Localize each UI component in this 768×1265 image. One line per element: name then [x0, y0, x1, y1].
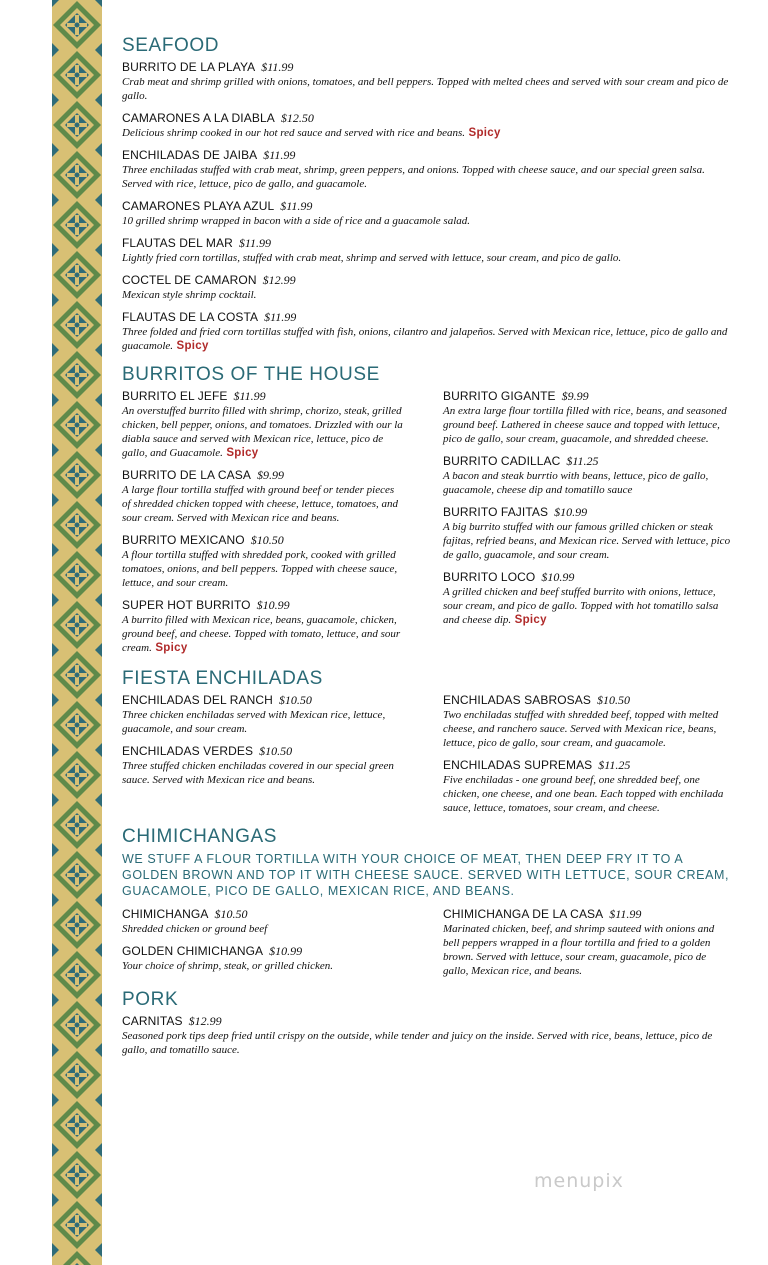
- menu-item-header: [443, 907, 732, 922]
- section-title: FIESTA ENCHILADAS: [122, 668, 323, 689]
- menu-item-name: COCTEL DE CAMARON: [122, 273, 257, 287]
- menu-item-price: $11.99: [609, 907, 642, 921]
- menu-item-name: ENCHILADAS DE JAIBA: [122, 148, 258, 162]
- menu-item-description-text: Three enchiladas stuffed with crab meat, shrimp, green peppers, and onions. Topped with cheese sauce, and our special green salsa. Served with rice, lettuce, pico de gallo, and guacamole.: [122, 164, 705, 190]
- menu-item-description-text: Lightly fried corn tortillas, stuffed with crab meat, shrimp and served with lettuce, sour cream, and pico de gallo.: [122, 252, 622, 264]
- menu-item: [122, 60, 732, 103]
- menu-item-price: $12.50: [280, 111, 314, 125]
- menu-item: [122, 389, 403, 460]
- section-title: PORK: [122, 989, 179, 1010]
- menu-item-description: [122, 708, 403, 736]
- menu-item-description: [122, 404, 403, 460]
- menu-item: [443, 758, 732, 815]
- menu-item-description: [122, 922, 403, 936]
- menu-item-price: $12.99: [262, 273, 296, 287]
- menu-item: [443, 454, 732, 497]
- spicy-label: Spicy: [511, 614, 547, 626]
- menu-item-description: [122, 288, 732, 302]
- decorative-tile-border: [52, 0, 102, 1265]
- menu-item-name: BURRITO GIGANTE: [443, 389, 556, 403]
- menu-item-price: $11.99: [233, 389, 266, 403]
- menu-item-name: CHIMICHANGA DE LA CASA: [443, 907, 604, 921]
- menu-item: [122, 907, 403, 936]
- menu-item-name: GOLDEN CHIMICHANGA: [122, 944, 264, 958]
- menu-item: [122, 148, 732, 191]
- menu-item-name: CARNITAS: [122, 1014, 183, 1028]
- menu-item-description: [122, 959, 403, 973]
- menu-item-header: [443, 570, 732, 585]
- menu-item-name: SUPER HOT BURRITO: [122, 598, 251, 612]
- menu-item: [443, 907, 732, 978]
- menu-item-price: $9.99: [561, 389, 589, 403]
- menu-item: [443, 505, 732, 562]
- menu-item-header: [443, 758, 732, 773]
- menu-item: [443, 389, 732, 446]
- menu-item-description-text: Mexican style shrimp cocktail.: [122, 289, 257, 301]
- menu-item-description: [122, 1029, 732, 1057]
- menu-item-description: [443, 773, 732, 815]
- section-chimichangas: [122, 825, 732, 986]
- menu-item-header: [122, 236, 732, 251]
- spicy-label: Spicy: [464, 127, 501, 139]
- tile-pattern-graphic: [52, 0, 102, 1265]
- menu-item-price: $10.99: [554, 505, 588, 519]
- menu-item-description: [443, 469, 732, 497]
- menu-item-description: [122, 251, 732, 265]
- menu-item: [122, 744, 403, 787]
- menu-item-description-text: A flour tortilla stuffed with shredded pork, cooked with grilled tomatoes, onions, and bell peppers. Topped with cheese sauce, lettuce, and sour cream.: [122, 549, 398, 589]
- menu-item-description-text: Three folded and fried corn tortillas stuffed with fish, onions, cilantro and jalapeños. Served with Mexican rice, lettuce, pico de gallo and guacamole.: [122, 326, 728, 352]
- section-title: BURRITOS OF THE HOUSE: [122, 364, 380, 385]
- menu-item-header: [122, 60, 732, 75]
- menu-item-header: [443, 693, 732, 708]
- menu-item-description-text: Delicious shrimp cooked in our hot red sauce and served with rice and beans.: [122, 127, 465, 139]
- menu-item-price: $12.99: [188, 1014, 222, 1028]
- menu-item-header: [122, 693, 403, 708]
- menu-item-description-text: Three stuffed chicken enchiladas covered in our special green sauce. Served with Mexican rice and beans.: [122, 760, 394, 786]
- menu-item-description-text: A grilled chicken and beef stuffed burrito with onions, lettuce, sour cream, and pico de gallo. Topped with hot tomatillo salsa and cheese dip.: [443, 586, 719, 626]
- menu-item: [443, 693, 732, 750]
- menu-item-name: BURRITO DE LA PLAYA: [122, 60, 256, 74]
- menu-item-name: BURRITO EL JEFE: [122, 389, 228, 403]
- menu-item: [122, 273, 732, 302]
- menu-item-description: [122, 759, 403, 787]
- menu-item-name: ENCHILADAS DEL RANCH: [122, 693, 273, 707]
- menu-item-price: $11.99: [263, 148, 296, 162]
- menu-item-description-text: Marinated chicken, beef, and shrimp sauteed with onions and bell peppers wrapped in a flour tortilla and fried to a golden brown. Served with lettuce, sour cream, guacamole, pico de gallo, Mexican rice, and beans.: [443, 923, 715, 977]
- menu-item: [122, 944, 403, 973]
- pork-items: [122, 1014, 732, 1057]
- menu-item-name: CHIMICHANGA: [122, 907, 209, 921]
- menu-item-description: [122, 126, 732, 140]
- menu-item-description-text: Your choice of shrimp, steak, or grilled chicken.: [122, 960, 334, 972]
- menu-item-name: BURRITO DE LA CASA: [122, 468, 251, 482]
- section-seafood: [122, 34, 732, 353]
- menu-item-name: BURRITO FAJITAS: [443, 505, 549, 519]
- menu-item-description-text: 10 grilled shrimp wrapped in bacon with a side of rice and a guacamole salad.: [122, 215, 471, 227]
- enchiladas-right-column: [443, 693, 732, 823]
- spicy-label: Spicy: [222, 447, 259, 459]
- menu-item: [122, 236, 732, 265]
- menu-item-description: [122, 325, 732, 353]
- menu-item-header: [443, 454, 732, 469]
- menu-item-name: BURRITO MEXICANO: [122, 533, 245, 547]
- menu-item-description-text: Shredded chicken or ground beef: [122, 923, 268, 935]
- menu-item-header: [443, 389, 732, 404]
- menu-item-price: $11.99: [238, 236, 271, 250]
- menu-item-price: $10.50: [278, 693, 312, 707]
- menu-item-description: [122, 483, 403, 525]
- section-burritos: [122, 363, 732, 663]
- section-pork: [122, 988, 732, 1057]
- menu-item-description-text: Two enchiladas stuffed with shredded beef, topped with melted cheese, and ranchero sauce. Served with Mexican rice, beans, lettuce, pico de gallo, sour cream, and guacamole.: [443, 709, 719, 749]
- menu-item-description: [122, 75, 732, 103]
- menu-item-name: CAMARONES PLAYA AZUL: [122, 199, 275, 213]
- menu-item-name: FLAUTAS DE LA COSTA: [122, 310, 259, 324]
- menu-item-description-text: Seasoned pork tips deep fried until crispy on the outside, while tender and juicy on the inside. Served with rice, beans, lettuce, pico de gallo, and tomatillo sauce.: [122, 1030, 713, 1056]
- menu-item-price: $11.99: [264, 310, 297, 324]
- menu-item-price: $10.50: [596, 693, 630, 707]
- menu-item: [122, 1014, 732, 1057]
- menu-item-price: $10.50: [214, 907, 248, 921]
- menu-item-header: [122, 468, 403, 483]
- menu-item-description-text: A burrito filled with Mexican rice, beans, guacamole, chicken, ground beef, and cheese. Topped with tomato, lettuce, and sour cream.: [122, 614, 401, 654]
- menu-item-header: [122, 944, 403, 959]
- menu-item-description-text: An extra large flour tortilla filled with rice, beans, and seasoned ground beef. Lathered in cheese sauce and topped with lettuce, pico de gallo, sour cream, guacamole, and shredded cheese.: [443, 405, 727, 445]
- menu-item-price: $11.99: [280, 199, 313, 213]
- menu-item: [122, 199, 732, 228]
- menu-item-description-text: A bacon and steak burrtio with beans, lettuce, pico de gallo, guacamole, cheese dip and tomatillo sauce: [443, 470, 709, 496]
- menu-item-description-text: An overstuffed burrito filled with shrimp, chorizo, steak, grilled chicken, bell pepper, onions, and tomatoes. Drizzled with our la diabla sauce and served with Mexican rice, lettuce, pico de gallo, and Guacamole.: [122, 405, 403, 459]
- chimichangas-left-column: [122, 907, 403, 986]
- menu-item: [122, 693, 403, 736]
- menu-item-name: ENCHILADAS SABROSAS: [443, 693, 591, 707]
- menu-item: [443, 570, 732, 627]
- section-title: SEAFOOD: [122, 35, 220, 56]
- menu-item-header: [122, 310, 732, 325]
- menu-item-description: [443, 922, 732, 978]
- menu-item-name: BURRITO CADILLAC: [443, 454, 561, 468]
- menu-item-description: [122, 214, 732, 228]
- menu-item-price: $10.99: [269, 944, 303, 958]
- menu-item-price: $9.99: [256, 468, 284, 482]
- menu-item-header: [443, 505, 732, 520]
- menu-item-price: $10.99: [256, 598, 290, 612]
- menu-item-name: ENCHILADAS VERDES: [122, 744, 254, 758]
- menu-item: [122, 111, 732, 140]
- menu-content: [122, 34, 732, 1065]
- menu-item-price: $11.99: [261, 60, 294, 74]
- menu-item-description-text: Crab meat and shrimp grilled with onions, tomatoes, and bell peppers. Topped with melted chees and served with sour cream and pico de gallo.: [122, 76, 729, 102]
- menu-item-description: [443, 585, 732, 627]
- menu-item-description: [122, 548, 403, 590]
- menu-item-price: $10.50: [250, 533, 284, 547]
- menu-item-description-text: Five enchiladas - one ground beef, one shredded beef, one chicken, one cheese, and one bean. Each topped with enchilada sauce, lettuce, tomatoes, sour cream, and cheese.: [443, 774, 724, 814]
- menu-item-header: [122, 1014, 732, 1029]
- enchiladas-left-column: [122, 693, 403, 823]
- menu-item: [122, 310, 732, 353]
- chimichangas-right-column: [443, 907, 732, 986]
- menu-item-price: $10.99: [541, 570, 575, 584]
- menu-item-price: $10.50: [259, 744, 293, 758]
- menu-item-description-text: A big burrito stuffed with our famous grilled chicken or steak fajitas, refried beans, and Mexican rice. Served with lettuce, pico de gallo, guacamole, and sour cream.: [443, 521, 731, 561]
- menu-item-price: $11.25: [566, 454, 599, 468]
- menu-item-header: [122, 199, 732, 214]
- menu-item-price: $11.25: [598, 758, 631, 772]
- menu-item-name: ENCHILADAS SUPREMAS: [443, 758, 593, 772]
- menu-item: [122, 533, 403, 590]
- menu-item-header: [122, 148, 732, 163]
- menu-item-name: FLAUTAS DEL MAR: [122, 236, 233, 250]
- chimichangas-intro: WE STUFF A FLOUR TORTILLA WITH YOUR CHOICE OF MEAT, THEN DEEP FRY IT TO A GOLDEN BROWN AND TOP IT WITH CHEESE SAUCE. SERVED WITH LETTUCE, SOUR CREAM, GUACAMOLE, PICO DE GALLO, MEXICAN RICE, AND BEANS.: [122, 852, 730, 898]
- menu-item-header: [122, 389, 403, 404]
- menu-item-description-text: Three chicken enchiladas served with Mexican rice, lettuce, guacamole, and sour cream.: [122, 709, 386, 735]
- spicy-label: Spicy: [173, 340, 209, 352]
- seafood-items: [122, 60, 732, 353]
- menu-item: [122, 598, 403, 655]
- menu-item-name: BURRITO LOCO: [443, 570, 536, 584]
- menu-item-description: [443, 708, 732, 750]
- spicy-label: Spicy: [151, 642, 188, 654]
- menu-item-description-text: A large flour tortilla stuffed with ground beef or tender pieces of shredded chicken topped with cheese, lettuce, tomatoes, and sour cream. Served with Mexican rice and beans.: [122, 484, 399, 524]
- section-title: CHIMICHANGAS: [122, 826, 277, 847]
- menu-item-header: [122, 111, 732, 126]
- menu-item-description: [122, 163, 732, 191]
- menu-item-name: CAMARONES A LA DIABLA: [122, 111, 275, 125]
- menupix-watermark: menupix: [534, 1170, 624, 1192]
- section-enchiladas: [122, 667, 732, 823]
- menu-item: [122, 468, 403, 525]
- menu-item-description: [443, 404, 732, 446]
- menu-item-header: [122, 273, 732, 288]
- burritos-left-column: [122, 389, 403, 663]
- menu-item-header: [122, 533, 403, 548]
- menu-item-description: [443, 520, 732, 562]
- menu-item-header: [122, 744, 403, 759]
- burritos-right-column: [443, 389, 732, 663]
- menu-item-header: [122, 598, 403, 613]
- menu-item-description: [122, 613, 403, 655]
- menu-item-header: [122, 907, 403, 922]
